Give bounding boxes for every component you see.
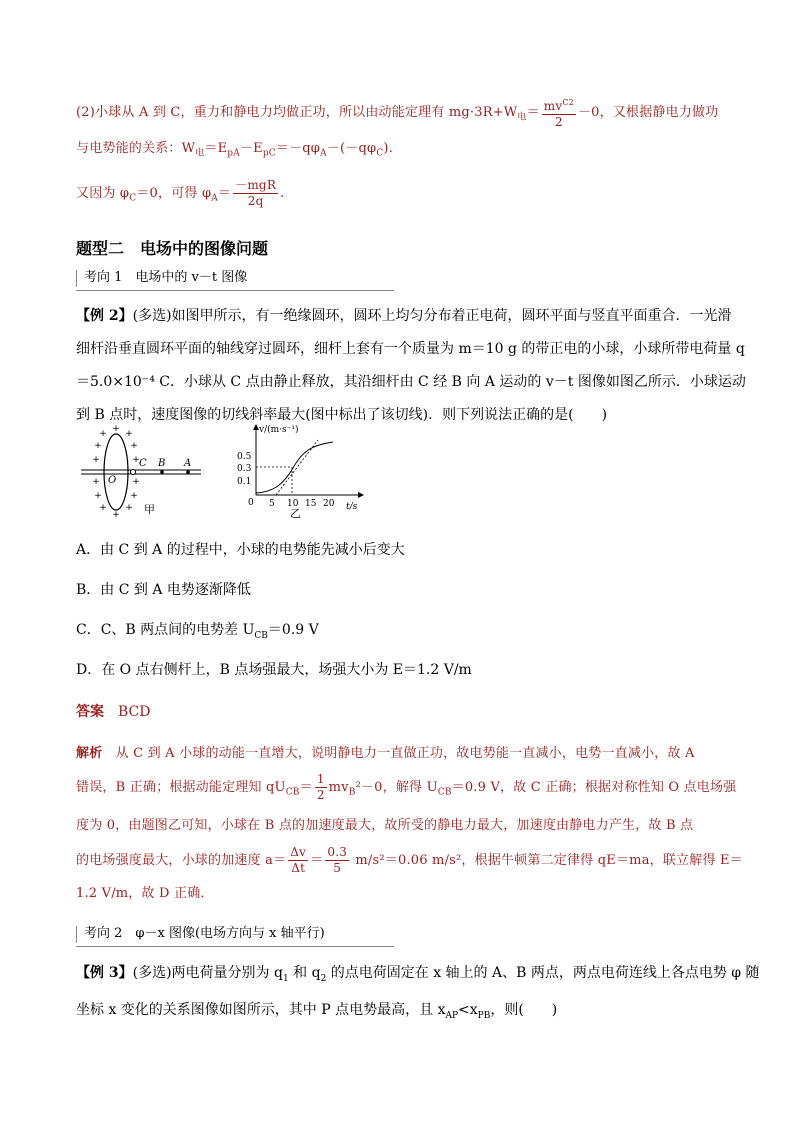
- figure-yi-label: 乙: [290, 507, 301, 520]
- label-b: B: [158, 458, 166, 469]
- svg-text:+: +: [125, 503, 133, 513]
- x-tick: 20: [323, 499, 335, 509]
- svg-text:+: +: [94, 441, 102, 451]
- svg-text:+: +: [132, 477, 140, 487]
- svg-text:+: +: [112, 424, 120, 434]
- x-tick: 10: [287, 499, 299, 509]
- label-a: A: [184, 458, 192, 469]
- example-2-label: 【例 2】: [76, 308, 133, 324]
- svg-text:+: +: [99, 503, 107, 513]
- y-tick: 0.3: [237, 464, 252, 474]
- topic-tag-2: 考向 2 φ－x 图像(电场方向与 x 轴平行): [76, 922, 394, 947]
- svg-text:+: +: [94, 491, 102, 501]
- option-c: C．C、B 两点间的电势差 $U_{CB}=0.9$ V: [76, 622, 319, 641]
- example-2: 【例 2】(多选)如图甲所示，有一绝缘圆环，圆环上均匀分布着正电荷，圆环平面与竖直平面重合．一光滑 细杆沿垂直圆环平面的轴线穿过圆环，细杆上套有一个质量为 m＝10 g 的带正电的小球，小球所带电荷量 q ＝5.0×10⁻⁴ C．小球从 C 点由静止释放，其沿细杆由 C 经 B 向 A 运动的 v－t 图像如图乙所示．小球运动 到 B 点时，速度图像的切线斜率最大(图中标出了该切线)．则下列说法正确的是( ): [76, 308, 746, 423]
- svg-text:+: +: [130, 441, 138, 451]
- solution-line-1: (2)小球从 A 到 C，重力和静电力均做正功，所以由动能定理有 $mg\cdot 3R+W_电=$ $\frac{mv^{C2}}{2}$ －0，又根据静电力做功: [76, 95, 756, 132]
- fraction-potential: $\frac{\text{－mgR}}{2q}$: [235, 178, 277, 208]
- x-tick: 5: [269, 499, 275, 509]
- y-axis-label: v/(m·s⁻¹): [259, 425, 299, 435]
- svg-text:+: +: [92, 455, 100, 465]
- svg-text:+: +: [132, 455, 140, 465]
- section-title: 题型二 电场中的图像问题: [76, 239, 269, 258]
- figure-vt-graph: [228, 420, 368, 525]
- analysis-line-2: 错误，B 正确；根据动能定理知 $qU_{CB}=$ $\frac{1}{2}$ $mv_B^2-0$，解得 $U_{CB}=0.9$ V，故 C 正确；根据对称性知 O 点电场强: [76, 772, 737, 802]
- analysis-line-3: 度为 0，由题图乙可知，小球在 B 点的加速度最大，故所受的静电力最大，加速度由静电力产生，故 B 点: [76, 818, 694, 833]
- example-3-label: 【例 3】: [76, 965, 133, 981]
- example-3: 【例 3】(多选)两电荷量分别为 $q_1$ 和 $q_2$ 的点电荷固定在 x 轴上的 A、B 两点，两点电荷连线上各点电势 φ 随 坐标 x 变化的关系图像如图所示，其中 P 点电势最高，且 $x_{AP}<x_{PB}$，则( ): [76, 965, 760, 1021]
- svg-text:+: +: [112, 510, 120, 520]
- solution-line-2: 与电势能的关系：$W_电=E_{pA}-E_{pC}=-q\varphi_A-(-q\varphi_C)$.: [76, 141, 394, 159]
- origin-label: 0: [248, 498, 254, 508]
- answer: 答案 BCD: [76, 704, 151, 720]
- option-b: B．由 C 到 A 电势逐渐降低: [76, 582, 251, 598]
- figure-jia-label: 甲: [144, 503, 155, 516]
- analysis-line-4: 的电场强度最大，小球的加速度 a＝ $\frac{\Delta v}{\Delta t}$ ＝ $\frac{0.3}{5}$ m/s²＝0.06 m/s²，根据牛顿第二定律得 qE＝ma，联立解得 E＝: [76, 845, 743, 875]
- option-d: D．在 O 点右侧杆上，B 点场强最大，场强大小为 E＝1.2 V/m: [76, 662, 472, 678]
- analysis-line-1: 解析 从 C 到 A 小球的动能一直增大，说明静电力一直做正功，故电势能一直减小，电势一直减小，故 A: [76, 746, 695, 761]
- option-a: A．由 C 到 A 的过程中，小球的电势能先减小后变大: [76, 542, 405, 558]
- solution-line-3: 又因为 $\varphi_C=0$，可得 $\varphi_A=$ $\frac{\text{－mgR}}{2q}$ .: [76, 178, 285, 208]
- svg-text:+: +: [99, 429, 107, 439]
- topic-tag-1: 考向 1 电场中的 v－t 图像: [76, 266, 394, 291]
- svg-text:+: +: [130, 491, 138, 501]
- x-tick: 15: [305, 499, 317, 509]
- y-tick: 0.1: [237, 477, 252, 487]
- fraction-kinetic: $\frac{mv^{C2}}{2}$: [542, 95, 576, 130]
- svg-text:+: +: [92, 477, 100, 487]
- analysis-line-5: 1.2 V/m，故 D 正确．: [76, 886, 214, 901]
- y-tick: 0.5: [237, 452, 252, 462]
- svg-text:+: +: [125, 429, 133, 439]
- label-o: O: [108, 475, 117, 486]
- x-axis-label: t/s: [346, 502, 358, 512]
- label-c: C: [139, 458, 147, 469]
- figure-ring-rod: [76, 420, 216, 525]
